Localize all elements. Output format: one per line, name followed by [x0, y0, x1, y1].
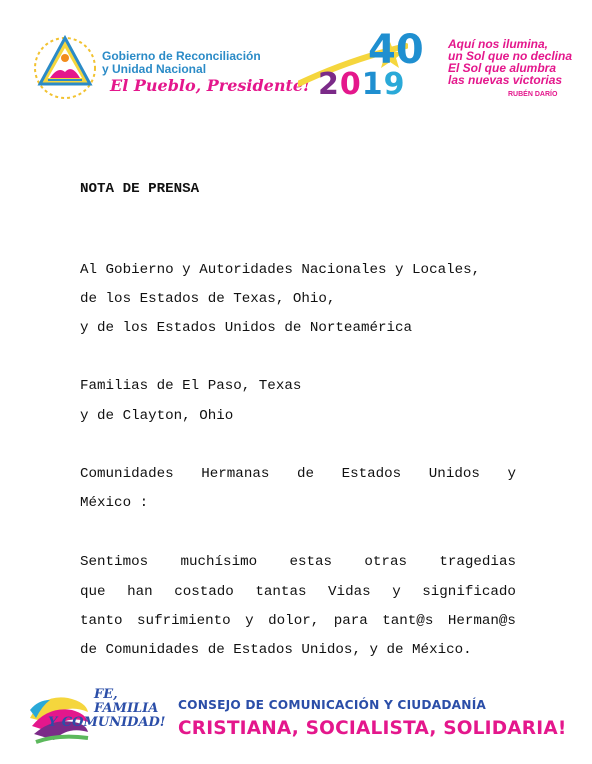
year-digit: 2 — [318, 67, 340, 102]
year-digit: 0 — [339, 67, 362, 102]
word: tant@s — [382, 613, 434, 629]
family-logo-text — [48, 687, 166, 730]
word: muchísimo — [180, 554, 258, 570]
slogan: El Pueblo, Presidente! — [110, 76, 311, 95]
logo-line: Y COMUNIDAD! — [48, 715, 166, 730]
word: tragedias — [439, 554, 516, 570]
quote-line: un Sol que no declina — [448, 49, 573, 63]
government-name-line1: Gobierno de Reconciliación — [102, 49, 261, 63]
government-name-line2: y Unidad Nacional — [102, 62, 207, 76]
word: de — [296, 466, 314, 482]
word: para — [333, 613, 368, 629]
word: Vidas — [328, 584, 371, 600]
word: dolor, — [268, 613, 320, 629]
council-name: CONSEJO DE COMUNICACIÓN Y CIUDADANÍA — [178, 698, 487, 712]
word: estas — [289, 554, 333, 570]
word: que — [80, 584, 106, 600]
word: Sentimos — [80, 554, 149, 570]
families-line: Familias de El Paso, Texas — [80, 378, 302, 394]
anniversary-number: 40 — [368, 27, 424, 73]
word: significado — [422, 584, 516, 600]
motto: CRISTIANA, SOCIALISTA, SOLIDARIA! — [178, 718, 567, 739]
dario-quote — [448, 38, 572, 86]
word: tantas — [255, 584, 307, 600]
logo-line: FAMILIA — [94, 701, 159, 716]
logo-line: FE, — [94, 687, 118, 702]
word: y — [392, 584, 401, 600]
word: Estados — [341, 466, 402, 482]
anniversary-40 — [368, 28, 430, 72]
addressee-line: de los Estados de Texas, Ohio, — [80, 291, 336, 307]
families-line: y de Clayton, Ohio — [80, 408, 234, 424]
word: han — [127, 584, 153, 600]
word: otras — [364, 554, 407, 570]
communities-end: México : — [80, 495, 149, 511]
word: y — [507, 466, 516, 482]
paragraph-line — [80, 584, 516, 600]
press-release-title: NOTA DE PRENSA — [80, 181, 200, 197]
word: costado — [174, 584, 234, 600]
word: tanto — [80, 613, 123, 629]
letterhead — [0, 0, 592, 112]
word: Comunidades — [80, 466, 174, 482]
year-digit: 9 — [383, 67, 406, 102]
word: sufrimiento — [137, 613, 231, 629]
government-seal-icon — [28, 28, 102, 102]
addressee-line: y de los Estados Unidos de Norteamérica — [80, 320, 413, 336]
word: Herman@s — [447, 613, 516, 629]
word: y — [245, 613, 254, 629]
word: Unidos — [428, 466, 480, 482]
communities-line — [80, 466, 516, 482]
paragraph-line — [80, 613, 516, 629]
year-digit: 1 — [361, 67, 384, 102]
quote-author: RUBÉN DARÍO — [508, 91, 558, 98]
quote-line: Aquí nos ilumina, — [448, 37, 549, 51]
addressee-line: Al Gobierno y Autoridades Nacionales y Locales, — [80, 262, 481, 278]
year-2019 — [318, 67, 406, 102]
paragraph-last-line: de Comunidades de Estados Unidos, y de México. — [80, 642, 472, 658]
word: Hermanas — [201, 466, 270, 482]
quote-line: las nuevas victorias — [448, 73, 563, 87]
quote-line: El Sol que alumbra — [448, 61, 557, 75]
paragraph-line — [80, 554, 516, 570]
